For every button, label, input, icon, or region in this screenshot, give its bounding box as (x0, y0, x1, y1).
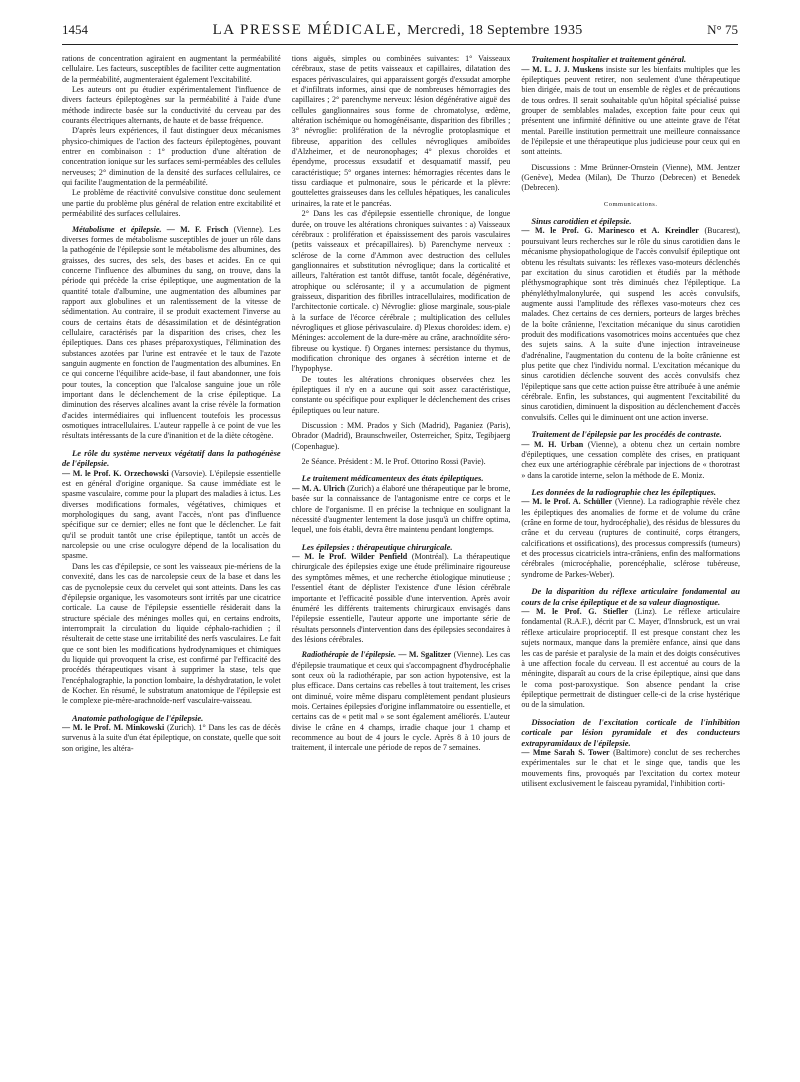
paragraph: tions aiguës, simples ou combinées suivantes: 1° Vaisseaux cérébraux, stase de petits vaisseaux et capillaires, dilatation des espaces périvasculaires, qui apparaissent gorgés d'exsudat amorphe et d'infiltrats informes, ainsi que de nombreuses hémorragies des capillaires ; 2° parenchyme nerveux: lésion dégénérative aiguë des cellules ganglionnaires sous forme de chromatolyse, œdème, altération ischémique ou homogénéisante, disparition des fibrilles ; 3° névroglie: prolifération de la névroglie protoplasmique et fibreuse, apparition des cellules névrogliques amiboïdes d'Alzheimer, et de neuronophages; 4° plexus choroïdes et épendyme, processus exsudatif et desquamatif massif, peu caractéristique; 5° organes internes: hémorragies récentes dans le tissu cardiaque et pulmonaire, sous le péricarde et la plèvre: gouttelettes graisseuses dans les cellules hépatiques, les canalicules urinaires, la rate et le pancréas. (291, 54, 511, 208)
rubric-heading: Communications. (603, 200, 658, 208)
column-2 (292, 54, 511, 1070)
page-header (62, 22, 738, 45)
issue-date: Mercredi, 18 Septembre 1935 (407, 23, 583, 38)
section-title: Métabolisme et épilepsie. (72, 224, 162, 234)
section-author: — M. le Prof. G. Stiefler (521, 607, 629, 617)
section-text: (Baltimore) conclut de ses recherches expérimentales sur le chat et le singe que, tandis que les mouvements fins, provoqués par l'excitation du cortex moteur utilisent exclusivement le faisceau pyramidal, l'inhibition corti- (521, 748, 741, 789)
section-reflexe (521, 607, 740, 710)
section-hospitalier (521, 65, 740, 158)
section-author: — Mme Sarah S. Tower (521, 748, 610, 758)
journal-name: LA PRESSE MÉDICALE, (212, 22, 403, 38)
section-title: De la disparition du réflexe articulaire fondamental au cours de la crise épileptique et de sa valeur diagnostique. (521, 586, 741, 607)
discussion: Discussions : Mme Brünner-Ornstein (Vienne), MM. Jentzer (Genève), Medea (Milan), De Thurzo (Debrecen) et Benedek (Debrecen). (521, 162, 741, 193)
paragraph: Dans les cas d'épilepsie, ce sont les vaisseaux pie-mériens de la convexité, dans les cas de narcolepsie ceux de la base et dans les cas de pycnolepsie ceux du cervelet qui sont atteints. Dans les cas d'épilepsie organique, les vasomoteurs sont irrités par une cicatrice corticale. La cause de l'épilepsie essentielle résiderait dans la structure spéciale des méninges molles qui, en certains endroits, interromprait la circulation du liquide céphalo-rachidien ; il résulterait de cette stase une irritabilité des nerfs vasculaires. Le fait que ce sont bien les modifications hydrodynamiques et chimiques du liquide qui provoquent la crise, est confirmé par l'efficacité des procédés thérapeutiques visant à supprimer la stase, tels que l'encéphalographie, la ponction lombaire, la déshydratation, le volet de Kocher. En résumé, le substratum anatomique de l'épilepsie est le complexe pie-mère-arachnoïde-nerf vasculaire-vaisseau. (62, 561, 281, 706)
section-text: (Vienne), a obtenu chez un certain nombre d'épileptiques, une cessation complète des crises, en pratiquant chez eux une artériographie cérébrale par injections de « thorotrast » dans la carotide interne, selon la méthode de E. Moniz. (521, 439, 741, 480)
section-author: — M. H. Urban (521, 439, 584, 449)
section-radiotherapie (292, 650, 511, 753)
section-sinus (521, 226, 740, 423)
section-contraste (521, 440, 740, 481)
section-author: — M. le Prof. A. Schüller (521, 497, 613, 507)
section-title: Radiothérapie de l'épilepsie. (301, 650, 397, 660)
section-text: (Vienne). Les diverses formes de métabolisme susceptibles de jouer un rôle dans la pathogénie de l'épilepsie sont le métabolisme des albumines, des graisses, des sucres, des sels, des bases et acides. En ce qui concerne l'influence des albumines du sang, on trouve, dans la période qui précède la crise épileptique, une augmentation de la quantité totale d'albumine, une augmentation des albumines par rapport aux globulines et un ralentissement de la vitesse de sédimentation. Au contraire, il se produit exactement l'inverse au cours de certains états de désassimilation et de désintégration cellulaire, caractérisés par la disparition des crises, chez les épileptiques. Dans ces phases préparoxystiques, l'élimination des substances azotées par l'urine est entravée et le taux de l'azote sanguin augmente en fonction de l'augmentation des albumines. En ce qui concerne l'équilibre acide-base, il faut abandonner, une fois pour toutes, la conception que l'alcalose sanguine joue un rôle important dans le déclenchement de la crise épileptique. La diminution des réserves alcalines avant la crise révèle la formation d'acides intermédiaires qui influencent toutefois les processus osmotiques intracellulaires. L'auteur rappelle à ce point de vue les résultats intéressants de la cure d'inanition et de la diète cétogène. (62, 224, 281, 441)
section-title: Anatomie pathologique de l'épilepsie. (72, 712, 204, 723)
issue-number: N° 75 (707, 22, 738, 37)
section-traitement (292, 484, 511, 536)
section-author: — M. le Prof. K. Orzechowski (62, 468, 169, 478)
section-title: Le rôle du système nerveux végétatif dans la pathogénèse de l'épilepsie. (62, 447, 281, 469)
column-1 (62, 54, 281, 1070)
paragraph: Le problème de réactivité convulsive constitue donc seulement une partie du problème plus général de relation entre excitabilité et perméabilité des surfaces cellulaires. (62, 188, 281, 219)
section-text: (Vienne). Les cas d'épilepsie traumatique et ceux qui s'accompagnent d'hydrocéphalie sont ceux où la radiothérapie, par son action hypotensive, est la plus efficace. Dans certains cas rebelles à tout traitement, les crises ont diminué, voire même disparu complètement pendant plusieurs mois. Certaines épilepsies d'origine inflammatoire ou essentielle, et certains cas de « petit mal » se sont également améliorés. L'auteur divise le crâne en 4 champs, irradie chaque jour 1 champ et recommence au bout de 4 jours le cycle. Après 8 à 10 jours de traitement, il intercale une période de repos de 7 semaines. (291, 650, 511, 753)
section-author: — M. le Prof. Wilder Penfield (291, 552, 408, 562)
section-text: (Zurich) a élaboré une thérapeutique par le brome, basée sur la connaissance de l'antagonisme entre ce corps et le chlore de l'organisme. Il en précise la technique en soulignant la nécessité d'augmenter lentement la dose jusqu'à un chiffre optima, lequel, une fois établi, devra être maintenu pendant longtemps. (291, 483, 511, 535)
paragraph: rations de concentration agiraient en augmentant la perméabilité cellulaire. Les facteurs, susceptibles de faciliter cette augmentation de la perméabilité, augmenteraient également l'excitabilité. (62, 54, 281, 84)
section-systeme-vegetatif (62, 469, 281, 562)
section-title: Les épilepsies : thérapeutique chirurgicale. (301, 541, 453, 552)
paragraph: D'après leurs expériences, il faut distinguer deux mécanismes physico-chimiques de l'action des facteurs épileptogènes, pouvant entrer en combinaison : 1° production d'une altération de concentration ionique sur les surfaces semi-perméables des cellules nerveuses; 2° diminution de la densité des surfaces cellulaires, ce qui facilite l'augmentation de la perméabilité. (62, 126, 281, 188)
section-text: insiste sur les bienfaits multiples que les épileptiques peuvent retirer, non seulement d'une thérapeutique bien dirigée, mais de tout un ensemble de règles et de précautions de tous ordres. Il serait souhaitable qu'un hôpital spécialisé puisse grouper de semblables malades, exception faite pour ceux qui présentent une infirmité définitive ou une atteinte grave de l'état mental. Pareille institution permettrait une meilleure connaissance de l'épilepsie et une thérapeutique plus judicieuse pour ceux qui en sont atteints. (521, 64, 741, 157)
section-text: (Montréal). La thérapeutique chirurgicale des épilepsies exige une étude préliminaire rigoureuse des symptômes mêmes, et une recherche étiologique minutieuse ; l'essentiel étant de déplister l'existence d'une lésion cérébrale importante et l'efficacité possible d'une intervention. Après avoir énuméré les différents traitements chirurgicaux envisagés dans l'épilepsie essentielle, l'auteur apporte une importante série de résultats personnels d'intervention dans des épilepsies secondaires à des lésions cérébrales. (291, 552, 511, 644)
section-author: — M. A. Ulrich (291, 483, 346, 493)
section-author: — M. le Prof. G. Marinesco et A. Kreindler (521, 226, 699, 236)
section-title: Traitement de l'épilepsie par les procédés de contraste. (531, 429, 722, 439)
section-metabolisme (62, 225, 281, 442)
discussion: Discussion : MM. Prados y Sich (Madrid), Paganiez (Paris), Obrador (Madrid), Braunschweiler, Osterreicher, Spitz, Tegibjaerg (Copenhague). (291, 421, 511, 451)
section-radiographie (521, 497, 740, 580)
section-chirurgie (292, 552, 511, 645)
section-title: Traitement hospitalier et traitement général. (531, 54, 687, 64)
section-title: Dissociation de l'excitation corticale de l'inhibition corticale par lésion pyramidale et des conducteurs extrapyramidaux de l'épilepsie. (521, 716, 741, 748)
section-text: (Varsovie). L'épilepsie essentielle est en général d'origine organique. Sa cause immédiate est le spasme vasculaire, comme pour la plupart des maladies à ictus. Les diverses modifications formales, végétatives, chimiques et morphologiques du sang, avant l'accès, n'ont pas d'influence spécifique sur ce dernier; elles ne font que le déclencher. Le fait qu'il se produit tantôt une crise épileptique, tantôt un accès de narcolepsie ou une crise oculogyre dépend de la localisation du spasme. (62, 468, 281, 561)
section-title: Les données de la radiographie chez les épileptiques. (531, 486, 716, 497)
section-author: — M. Sgalitzer (398, 650, 452, 660)
section-text: (Zurich). 1° Dans les cas de décès survenus à la suite d'un état épileptique, on constate, quelle que soit son origine, les altéra- (62, 723, 281, 753)
section-author: — M. L. J. J. Muskens (521, 64, 604, 74)
section-text: (Vienne). La radiographie révèle chez les épileptiques des anomalies de forme et de volume du crâne (crâne en forme de tour, hydrocéphalie), des résidus de blessures du crâne et du cerveau (ruptures de continuité, corps étrangers, calcifications et ossifications), des processus compressifs (tumeurs) et des processus cicatriciels intra-crâniens, enfin des malformations cérébrales (microcéphalie, porencéphalie, sclérose tubéreuse, syndrome de Parkes-Weber). (521, 497, 741, 579)
paragraph: De toutes les altérations chroniques observées chez les épileptiques il n'y en a aucune qui soit assez caractéristique, constante ou spécifique pour expliquer le déclenchement des crises épileptiques ou leur nature. (291, 374, 511, 415)
paragraph: Les auteurs ont pu étudier expérimentalement l'influence de divers facteurs épileptogènes sur la perméabilité à l'aide d'une méthode indirecte basée sur la conductivité du cerveau par des courants électriques alternants, de haute et de basse fréquence. (62, 85, 281, 126)
column-3 (521, 54, 740, 1070)
section-author: — M. le Prof. M. Minkowski (62, 723, 165, 733)
running-title (213, 22, 583, 39)
section-author: — M. F. Frisch (166, 224, 229, 234)
page-number: 1454 (62, 22, 88, 37)
section-title: Le traitement médicamenteux des états épileptiques. (301, 473, 484, 484)
article-columns (62, 54, 740, 1070)
paragraph: 2° Dans les cas d'épilepsie essentielle chronique, de longue durée, on trouve les altérations chroniques suivantes : a) Vaisseaux cérébraux : prolifération et épaississement des parois vasculaires (petits vaisseaux et précapillaires). b) Parenchyme nerveux : sclérose de la corne d'Ammon avec destruction des cellules ganglionnaires et substitution névroglique; dans la corticalité et ailleurs, l'altération est tantôt diffuse, tantôt focale, dégénérative, atrophique ou sclérosante; il y a accumulation de pigment graisseux, disparition des fibrilles intracellulaires, modification de l'architectonie corticale. c) Névroglie: gliose marginale, sous-piale à la surface de l'écorce cérébrale ; multiplication des cellules névrogliques et gliose périvasculaire. d) Plexus choroïdes: idem. e) Méninges: accolement de la dure-mère au crâne, arachnoïdite séro-fibreuse ou kystique. f) Organes internes: persistance du thymus, modification chronique des organes à sécrétion interne et de l'hypophyse. (291, 209, 511, 374)
section-text: (Bucarest), poursuivant leurs recherches sur le rôle du sinus carotidien dans le mécanisme physiopathologique de l'accès convulsif épileptique ont obtenu les résultats suivants: les réflexes vaso-moteurs déclenchés par excitation du sinus carotidien et étudiés par la méthode pléthysmographique sont très diminués chez l'épileptique. La phényléthylmalonylurée, qui suspend les accès convulsifs, augmente aussi l'amplitude des réflexes vaso-moteurs chez ces malades. Chez certains de ces derniers, porteurs de larges brèches de la boîte crânienne, l'excitation mécanique du sinus carotidien produit des modifications vasomotrices moins accentuées que chez des sujets sains. A la suite d'une injection intraveineuse d'adrénaline, l'augmentation du contenu de la boîte crânienne est plus petite que chez l'individu normal. L'excitation mécanique du sinus carotidien déclenche souvent des accès convulsifs chez l'épileptique sans que cette action puisse être attribuée à une anémie cérébrale. Enfin, les substances, qui augmentent l'excitabilité du sinus carotidien, diminuent la disposition au déclenchement d'accès convulsifs. Celles qui le diminuent ont une action inverse. (521, 226, 741, 422)
section-anatomie (62, 723, 281, 754)
section-dissociation (521, 748, 740, 789)
session-heading: 2e Séance. Président : M. le Prof. Ottorino Rossi (Pavie). (301, 457, 486, 467)
section-title: Sinus carotidien et épilepsie. (531, 215, 632, 226)
section-text: (Linz). Le réflexe articulaire fondamental (R.A.F.), décrit par C. Mayer, d'Innsbruck, est un vrai réflexe articulaire proprioceptif. Il est presque constant chez les sujets normaux, manque dans la première enfance, ainsi que dans les cas de parésie et paralysie de la main et des doigts consécutives à une affection focale du cerveau. Il est accentué au cours de la méningite, disparaît au cours de la crise épileptique, ainsi que dans le coma post-paroxystique. Son absence pendant la crise épileptique permettrait de distinguer celle-ci de la crise hystérique ou de la simulation. (521, 607, 741, 710)
